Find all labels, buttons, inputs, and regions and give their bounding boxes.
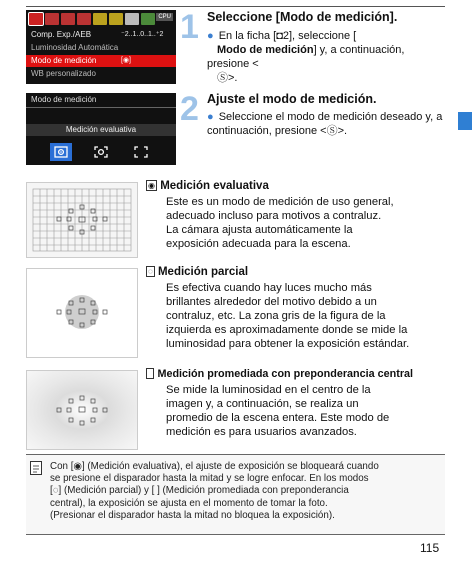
bullet-dot-icon: ●: [207, 111, 214, 123]
page-number: 115: [420, 541, 440, 555]
selected-metering-label: Medición evaluativa: [26, 124, 176, 136]
tab-shooting-4[interactable]: [77, 13, 91, 25]
note-line: Con [◉] (Medición evaluativa), el ajuste de exposición se bloqueará cuando: [50, 461, 379, 472]
mode-title-text: Medición promediada con preponderancia central: [157, 368, 414, 380]
mode-line: Este es un modo de medición de uso general,: [166, 196, 394, 208]
bullet-text: ] y, a continuación, presione <: [207, 44, 405, 70]
menu-row-value: ⁻2..1..0..1..⁺2: [121, 31, 164, 38]
metering-screen-title: Modo de medición: [31, 95, 97, 104]
chapter-tab: [458, 112, 472, 130]
tab-shooting-2[interactable]: [45, 13, 59, 25]
note-line: se presione el disparador hasta la mitad y se logre enfocar. En los modos: [50, 473, 369, 485]
mode-line: promedio de la escena entera. Este modo de: [166, 412, 390, 424]
menu-row-metering-mode[interactable]: [26, 55, 176, 67]
tab-shooting-3[interactable]: [61, 13, 75, 25]
note-icon: [30, 461, 42, 475]
screen-divider: [26, 107, 176, 108]
mode-title-text: Medición evaluativa: [160, 180, 269, 192]
mode-title-evaluative: [146, 180, 269, 192]
menu-row-label: Luminosidad Automática: [31, 43, 119, 52]
note-line: (Presionar el disparador hasta la mitad no bloquea la exposición).: [50, 509, 335, 521]
step-number-1: 1: [180, 8, 199, 46]
bullet-text: >.: [337, 125, 348, 137]
mode-title-center-weighted: [146, 368, 413, 380]
note-box: [26, 454, 445, 535]
camera-icon: ◘: [276, 30, 283, 42]
mode-text-evaluative: [166, 195, 456, 251]
mode-line: luminosidad para obtener la exposición estándar.: [166, 338, 410, 350]
mode-line: exposición adecuada para la escena.: [166, 238, 351, 250]
mode-line: medición es para usuarios avanzados.: [166, 426, 357, 438]
mode-line: Es efectiva cuando hay luces mucho más: [166, 282, 372, 294]
evaluative-icon: ◉: [148, 181, 155, 190]
mode-line: izquierda es aproximadamente donde se mide la: [166, 324, 408, 336]
bullet-text: En la ficha [: [218, 30, 277, 42]
menu-badge: CPU: [158, 14, 171, 20]
step-1-bullet: [207, 29, 447, 85]
bullet-dot-icon: ●: [207, 30, 214, 42]
step-1-title: Seleccione [Modo de medición].: [207, 10, 398, 24]
menu-tabs: [29, 13, 155, 25]
tab-shooting-1[interactable]: [29, 13, 43, 25]
tab-setup-2[interactable]: [109, 13, 123, 25]
tab-setup-1[interactable]: [93, 13, 107, 25]
evaluative-metering-diagram: [26, 182, 138, 258]
mode-title-text: Medición parcial: [157, 266, 249, 278]
center-weighted-icon[interactable]: [130, 143, 152, 161]
set-button-icon: Ⓢ: [217, 72, 228, 84]
metering-icons: [26, 143, 176, 161]
center-weighted-icon: ​: [148, 369, 153, 378]
partial-icon: ◌: [148, 267, 153, 276]
partial-metering-diagram: [26, 268, 138, 358]
mode-line: adecuado incluso para motivos a contraluz.: [166, 210, 382, 222]
menu-row-value: [◉]: [121, 57, 131, 64]
bullet-bold: Modo de medición: [217, 44, 314, 56]
menu-row-custom-wb[interactable]: [26, 68, 176, 80]
mode-line: Se mide la luminosidad en el centro de la: [166, 384, 371, 396]
tab-mymenu[interactable]: [141, 13, 155, 25]
mode-line: brillantes alrededor del motivo debido a un: [166, 296, 377, 308]
mode-text-partial: [166, 281, 456, 351]
camera-menu-screen: [26, 10, 176, 84]
mode-line: La cámara ajusta automáticamente la: [166, 224, 353, 236]
tab-custom[interactable]: [125, 13, 139, 25]
top-rule: [26, 6, 445, 7]
partial-icon[interactable]: [90, 143, 112, 161]
bullet-text: >.: [228, 72, 238, 84]
step-2-bullet: [207, 110, 447, 138]
step-2-title: Ajuste el modo de medición.: [207, 92, 377, 106]
mode-line: contraluz, etc. La zona gris de la figura de la: [166, 310, 386, 322]
menu-row-auto-lighting[interactable]: [26, 42, 176, 54]
menu-row-exposure-comp[interactable]: [26, 29, 176, 41]
note-text: [50, 461, 442, 522]
metering-mode-screen: [26, 93, 176, 165]
bullet-text: 2], seleccione [: [282, 30, 357, 42]
menu-row-label: Modo de medición: [31, 56, 97, 65]
evaluative-icon[interactable]: [50, 143, 72, 161]
note-line: [◌] (Medición parcial) y [ ] (Medición promediada con preponderancia: [50, 485, 349, 497]
mode-text-center-weighted: [166, 383, 456, 439]
menu-row-label: WB personalizado: [31, 69, 96, 78]
center-weighted-diagram: [26, 370, 138, 450]
menu-row-label: Comp. Exp./AEB: [31, 30, 92, 39]
mode-line: imagen y, a continuación, se realiza un: [166, 398, 359, 410]
step-number-2: 2: [180, 90, 199, 128]
bullet-text: Seleccione el modo de medición deseado y, a continuación, presione <: [207, 111, 443, 137]
set-button-icon: Ⓢ: [326, 125, 338, 137]
note-line: central), la exposición se ajusta en el momento de tomar la foto.: [50, 497, 328, 509]
mode-title-partial: [146, 266, 248, 278]
